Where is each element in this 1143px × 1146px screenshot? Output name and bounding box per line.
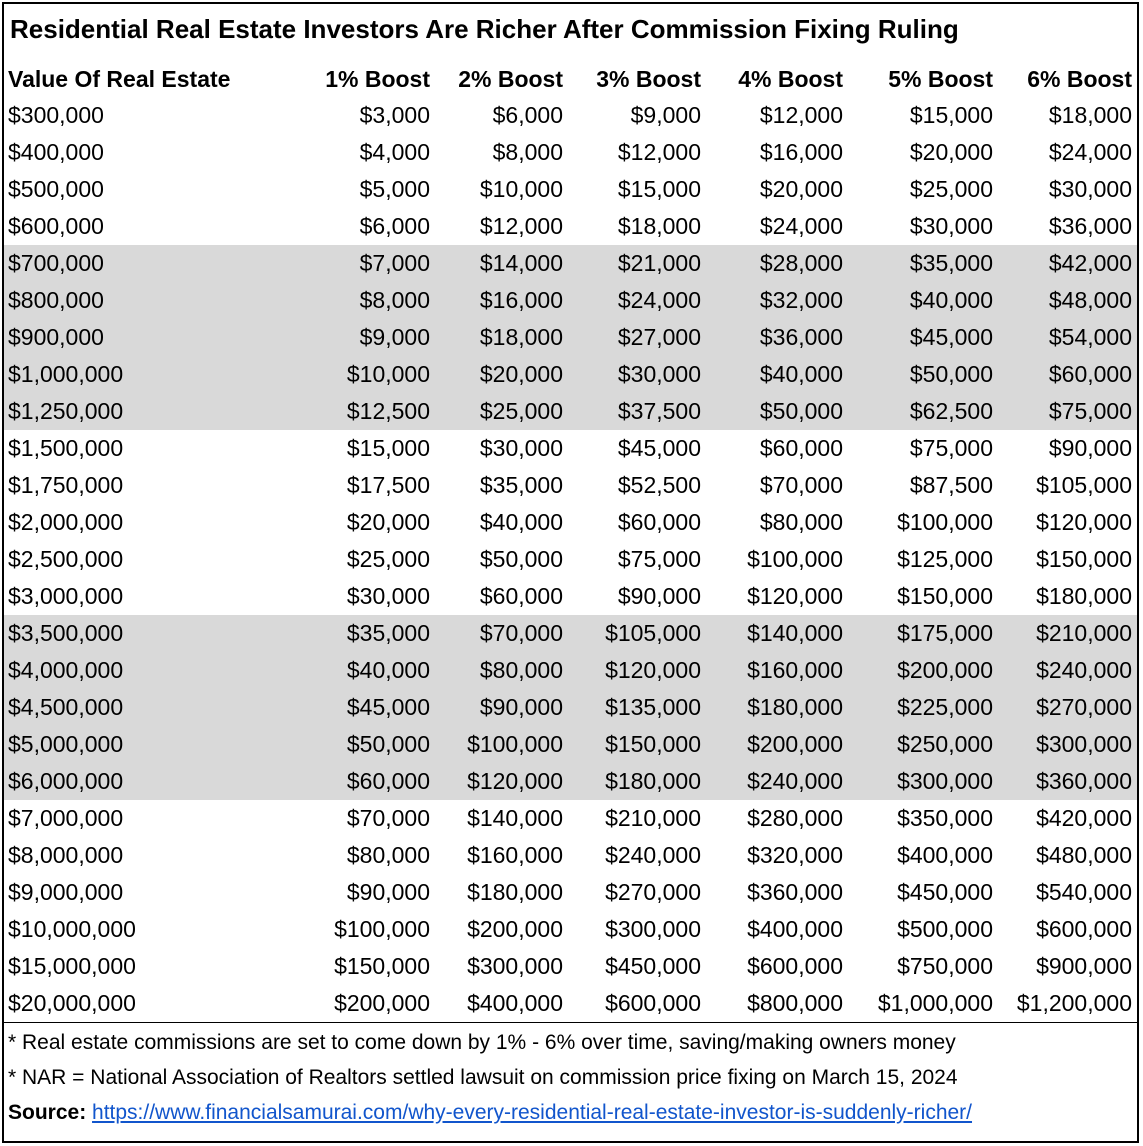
table-row	[4, 578, 1137, 615]
cell-boost-2pct: $70,000	[435, 615, 568, 652]
table-row	[4, 985, 1137, 1022]
cell-boost-2pct: $120,000	[435, 763, 568, 800]
cell-boost-4pct: $600,000	[747, 953, 843, 979]
cell-boost-3pct: $24,000	[568, 282, 706, 319]
cell-boost-3pct: $37,500	[568, 393, 706, 430]
spreadsheet-frame	[2, 2, 1139, 1143]
table-row	[4, 763, 1137, 800]
cell-boost-5pct: $450,000	[897, 879, 993, 905]
cell-property-value: $1,000,000	[4, 356, 302, 393]
cell-boost-6pct: $270,000	[998, 689, 1137, 726]
cell-boost-5pct: $15,000	[909, 102, 993, 128]
header-1pct-boost: 1% Boost	[325, 65, 430, 92]
cell-boost-5pct: $40,000	[848, 282, 998, 319]
cell-boost-6pct: $24,000	[1048, 139, 1132, 165]
cell-boost-1pct: $35,000	[302, 615, 435, 652]
cell-boost-3pct: $90,000	[617, 583, 701, 609]
cell-property-value: $2,500,000	[8, 546, 124, 572]
cell-boost-6pct: $210,000	[998, 615, 1137, 652]
cell-boost-6pct: $120,000	[1036, 509, 1132, 535]
footnote-nar: * NAR = National Association of Realtors settled lawsuit on commission price fixing on March 15, 2024	[8, 1066, 958, 1089]
cell-property-value: $10,000,000	[8, 916, 136, 942]
cell-property-value: $1,750,000	[8, 472, 124, 498]
cell-boost-3pct: $15,000	[617, 176, 701, 202]
cell-boost-4pct: $160,000	[706, 652, 848, 689]
cell-boost-5pct: $350,000	[897, 805, 993, 831]
cell-boost-3pct: $18,000	[617, 213, 701, 239]
cell-boost-6pct: $30,000	[1048, 176, 1132, 202]
table-row	[4, 134, 1137, 171]
cell-boost-2pct: $50,000	[479, 546, 563, 572]
cell-boost-2pct: $12,000	[479, 213, 563, 239]
cell-property-value: $300,000	[8, 102, 104, 128]
cell-boost-2pct: $180,000	[467, 879, 563, 905]
cell-boost-5pct: $35,000	[848, 245, 998, 282]
cell-boost-4pct: $12,000	[759, 102, 843, 128]
cell-boost-2pct: $35,000	[479, 472, 563, 498]
cell-boost-4pct: $16,000	[759, 139, 843, 165]
cell-boost-3pct: $45,000	[617, 435, 701, 461]
cell-boost-1pct: $90,000	[346, 879, 430, 905]
cell-boost-5pct: $150,000	[897, 583, 993, 609]
table-row	[4, 911, 1137, 948]
cell-boost-6pct: $36,000	[1048, 213, 1132, 239]
cell-boost-1pct: $50,000	[302, 726, 435, 763]
cell-boost-2pct: $90,000	[435, 689, 568, 726]
table-row	[4, 726, 1137, 763]
cell-boost-5pct: $200,000	[848, 652, 998, 689]
cell-boost-6pct: $90,000	[1048, 435, 1132, 461]
header-5pct-boost: 5% Boost	[888, 65, 993, 92]
cell-boost-4pct: $140,000	[706, 615, 848, 652]
cell-boost-4pct: $280,000	[747, 805, 843, 831]
cell-boost-6pct: $1,200,000	[1016, 990, 1132, 1016]
source-line	[8, 1095, 1137, 1130]
cell-property-value: $700,000	[4, 245, 302, 282]
cell-boost-4pct: $60,000	[759, 435, 843, 461]
cell-boost-4pct: $20,000	[759, 176, 843, 202]
cell-boost-2pct: $160,000	[467, 842, 563, 868]
cell-property-value: $4,500,000	[4, 689, 302, 726]
cell-boost-2pct: $80,000	[435, 652, 568, 689]
cell-boost-5pct: $175,000	[848, 615, 998, 652]
cell-boost-6pct: $900,000	[1036, 953, 1132, 979]
cell-boost-4pct: $180,000	[706, 689, 848, 726]
table-row	[4, 874, 1137, 911]
header-value-of-real-estate: Value Of Real Estate	[8, 65, 231, 92]
cell-boost-6pct: $60,000	[998, 356, 1137, 393]
cell-boost-3pct: $75,000	[617, 546, 701, 572]
cell-boost-4pct: $400,000	[747, 916, 843, 942]
table-row	[4, 430, 1137, 467]
table-row	[4, 356, 1137, 393]
cell-boost-3pct: $60,000	[617, 509, 701, 535]
cell-boost-4pct: $120,000	[747, 583, 843, 609]
cell-boost-1pct: $8,000	[302, 282, 435, 319]
cell-property-value: $3,000,000	[8, 583, 124, 609]
cell-boost-4pct: $100,000	[747, 546, 843, 572]
cell-property-value: $500,000	[8, 176, 104, 202]
cell-boost-3pct: $210,000	[605, 805, 701, 831]
cell-boost-5pct: $50,000	[848, 356, 998, 393]
cell-boost-3pct: $240,000	[605, 842, 701, 868]
cell-boost-6pct: $18,000	[1048, 102, 1132, 128]
table-row	[4, 97, 1137, 134]
cell-property-value: $900,000	[4, 319, 302, 356]
cell-boost-5pct: $300,000	[848, 763, 998, 800]
cell-boost-5pct: $20,000	[909, 139, 993, 165]
cell-boost-3pct: $450,000	[605, 953, 701, 979]
cell-boost-5pct: $1,000,000	[877, 990, 993, 1016]
table-row	[4, 689, 1137, 726]
table-row	[4, 800, 1137, 837]
cell-boost-1pct: $15,000	[346, 435, 430, 461]
cell-boost-5pct: $125,000	[897, 546, 993, 572]
cell-boost-1pct: $80,000	[346, 842, 430, 868]
table-row	[4, 467, 1137, 504]
cell-boost-6pct: $150,000	[1036, 546, 1132, 572]
cell-boost-2pct: $60,000	[479, 583, 563, 609]
cell-boost-2pct: $16,000	[435, 282, 568, 319]
commission-boost-table	[4, 61, 1137, 1022]
cell-boost-3pct: $270,000	[605, 879, 701, 905]
table-row	[4, 652, 1137, 689]
cell-boost-1pct: $60,000	[302, 763, 435, 800]
cell-boost-4pct: $320,000	[747, 842, 843, 868]
cell-property-value: $9,000,000	[8, 879, 124, 905]
cell-property-value: $400,000	[8, 139, 104, 165]
cell-boost-4pct: $80,000	[759, 509, 843, 535]
cell-boost-5pct: $750,000	[897, 953, 993, 979]
table-row	[4, 171, 1137, 208]
cell-boost-2pct: $25,000	[435, 393, 568, 430]
cell-boost-6pct: $75,000	[998, 393, 1137, 430]
cell-boost-3pct: $12,000	[617, 139, 701, 165]
cell-boost-5pct: $75,000	[909, 435, 993, 461]
cell-boost-3pct: $30,000	[568, 356, 706, 393]
cell-boost-4pct: $28,000	[706, 245, 848, 282]
source-label: Source:	[8, 1101, 87, 1124]
cell-boost-4pct: $36,000	[706, 319, 848, 356]
cell-boost-3pct: $135,000	[568, 689, 706, 726]
cell-boost-1pct: $40,000	[302, 652, 435, 689]
cell-property-value: $1,250,000	[4, 393, 302, 430]
cell-boost-5pct: $62,500	[848, 393, 998, 430]
cell-property-value: $20,000,000	[8, 990, 136, 1016]
cell-property-value: $4,000,000	[4, 652, 302, 689]
cell-property-value: $800,000	[4, 282, 302, 319]
cell-boost-6pct: $54,000	[998, 319, 1137, 356]
cell-property-value: $2,000,000	[8, 509, 124, 535]
cell-boost-5pct: $400,000	[897, 842, 993, 868]
cell-boost-5pct: $100,000	[897, 509, 993, 535]
cell-boost-2pct: $40,000	[479, 509, 563, 535]
cell-boost-6pct: $600,000	[1036, 916, 1132, 942]
table-row	[4, 393, 1137, 430]
cell-boost-6pct: $540,000	[1036, 879, 1132, 905]
cell-boost-1pct: $20,000	[346, 509, 430, 535]
cell-boost-1pct: $6,000	[359, 213, 430, 239]
cell-boost-2pct: $10,000	[479, 176, 563, 202]
cell-boost-1pct: $10,000	[302, 356, 435, 393]
cell-boost-3pct: $105,000	[568, 615, 706, 652]
cell-boost-6pct: $300,000	[998, 726, 1137, 763]
header-row	[4, 61, 1137, 97]
cell-boost-1pct: $30,000	[346, 583, 430, 609]
cell-boost-6pct: $240,000	[998, 652, 1137, 689]
header-2pct-boost: 2% Boost	[458, 65, 563, 92]
cell-boost-3pct: $300,000	[605, 916, 701, 942]
source-link[interactable]: https://www.financialsamurai.com/why-every-residential-real-estate-investor-is-suddenly-richer/	[92, 1101, 973, 1124]
cell-boost-4pct: $240,000	[706, 763, 848, 800]
cell-boost-4pct: $50,000	[706, 393, 848, 430]
cell-boost-5pct: $500,000	[897, 916, 993, 942]
cell-boost-1pct: $12,500	[302, 393, 435, 430]
cell-boost-1pct: $45,000	[302, 689, 435, 726]
cell-boost-6pct: $480,000	[1036, 842, 1132, 868]
cell-boost-2pct: $200,000	[467, 916, 563, 942]
cell-boost-3pct: $52,500	[617, 472, 701, 498]
table-row	[4, 837, 1137, 874]
cell-boost-5pct: $30,000	[909, 213, 993, 239]
cell-boost-3pct: $21,000	[568, 245, 706, 282]
cell-property-value: $3,500,000	[4, 615, 302, 652]
table-row	[4, 319, 1137, 356]
cell-boost-1pct: $200,000	[334, 990, 430, 1016]
cell-boost-5pct: $250,000	[848, 726, 998, 763]
cell-boost-5pct: $87,500	[909, 472, 993, 498]
cell-boost-2pct: $8,000	[492, 139, 563, 165]
cell-boost-3pct: $150,000	[568, 726, 706, 763]
cell-boost-6pct: $420,000	[1036, 805, 1132, 831]
cell-boost-1pct: $100,000	[334, 916, 430, 942]
cell-boost-3pct: $600,000	[605, 990, 701, 1016]
cell-property-value: $7,000,000	[8, 805, 124, 831]
cell-boost-6pct: $180,000	[1036, 583, 1132, 609]
cell-boost-3pct: $180,000	[568, 763, 706, 800]
cell-property-value: $600,000	[8, 213, 104, 239]
cell-boost-1pct: $5,000	[359, 176, 430, 202]
cell-property-value: $5,000,000	[4, 726, 302, 763]
cell-boost-4pct: $200,000	[706, 726, 848, 763]
cell-boost-2pct: $30,000	[479, 435, 563, 461]
cell-boost-2pct: $400,000	[467, 990, 563, 1016]
table-row	[4, 948, 1137, 985]
cell-boost-2pct: $100,000	[435, 726, 568, 763]
cell-boost-3pct: $9,000	[630, 102, 701, 128]
cell-boost-2pct: $14,000	[435, 245, 568, 282]
cell-boost-2pct: $300,000	[467, 953, 563, 979]
table-row	[4, 504, 1137, 541]
cell-boost-5pct: $25,000	[909, 176, 993, 202]
cell-boost-2pct: $140,000	[467, 805, 563, 831]
cell-boost-1pct: $150,000	[334, 953, 430, 979]
cell-property-value: $6,000,000	[4, 763, 302, 800]
cell-boost-6pct: $48,000	[998, 282, 1137, 319]
cell-boost-2pct: $20,000	[435, 356, 568, 393]
cell-property-value: $15,000,000	[8, 953, 136, 979]
cell-boost-1pct: $70,000	[346, 805, 430, 831]
header-4pct-boost: 4% Boost	[738, 65, 843, 92]
cell-boost-6pct: $105,000	[1036, 472, 1132, 498]
cell-boost-1pct: $3,000	[359, 102, 430, 128]
table-row	[4, 208, 1137, 245]
cell-property-value: $1,500,000	[8, 435, 124, 461]
cell-boost-1pct: $17,500	[346, 472, 430, 498]
cell-boost-3pct: $27,000	[568, 319, 706, 356]
header-6pct-boost: 6% Boost	[1027, 65, 1132, 92]
cell-boost-4pct: $70,000	[759, 472, 843, 498]
cell-boost-2pct: $6,000	[492, 102, 563, 128]
cell-boost-4pct: $800,000	[747, 990, 843, 1016]
cell-boost-1pct: $4,000	[359, 139, 430, 165]
table-row	[4, 615, 1137, 652]
cell-property-value: $8,000,000	[8, 842, 124, 868]
cell-boost-1pct: $9,000	[302, 319, 435, 356]
cell-boost-6pct: $42,000	[998, 245, 1137, 282]
cell-boost-5pct: $225,000	[848, 689, 998, 726]
cell-boost-2pct: $18,000	[435, 319, 568, 356]
table-row	[4, 245, 1137, 282]
cell-boost-1pct: $7,000	[302, 245, 435, 282]
cell-boost-3pct: $120,000	[568, 652, 706, 689]
cell-boost-1pct: $25,000	[346, 546, 430, 572]
table-body	[4, 97, 1137, 1022]
cell-boost-4pct: $24,000	[759, 213, 843, 239]
cell-boost-6pct: $360,000	[998, 763, 1137, 800]
header-3pct-boost: 3% Boost	[596, 65, 701, 92]
footnote-commissions: * Real estate commissions are set to come down by 1% - 6% over time, saving/making owners money	[8, 1031, 956, 1054]
cell-boost-4pct: $360,000	[747, 879, 843, 905]
cell-boost-4pct: $32,000	[706, 282, 848, 319]
table-title: Residential Real Estate Investors Are Richer After Commission Fixing Ruling	[10, 14, 959, 44]
footnotes	[4, 1022, 1137, 1130]
table-row	[4, 541, 1137, 578]
table-row	[4, 282, 1137, 319]
cell-boost-5pct: $45,000	[848, 319, 998, 356]
cell-boost-4pct: $40,000	[706, 356, 848, 393]
